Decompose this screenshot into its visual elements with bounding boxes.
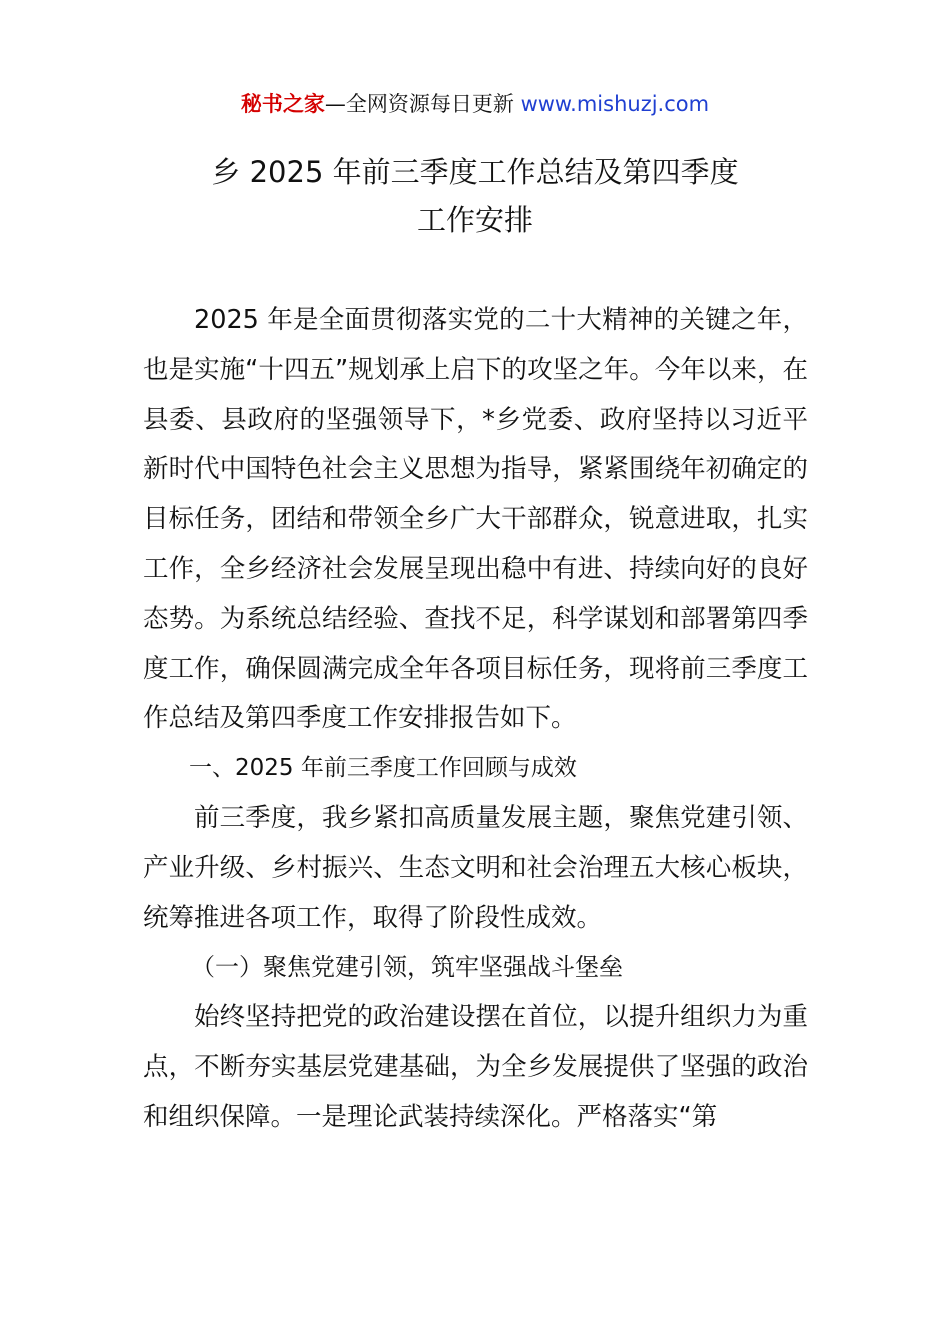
intro-paragraph: 2025 年是全面贯彻落实党的二十大精神的关键之年，也是实施“十四五”规划承上启下的攻坚之年。今年以来，在县委、县政府的坚强领导下，*乡党委、政府坚持以习近平新时代中国特色社会主义思想为指导，紧紧围绕年初确定的目标任务，团结和带领全乡广大干部群众，锐意进取，扎实工作，全乡经济社会发展呈现出稳中有进、持续向好的良好态势。为系统总结经验、查找不足，科学谋划和部署第四季度工作，确保圆满完成全年各项目标任务，现将前三季度工作总结及第四季度工作安排报告如下。	[143, 305, 808, 734]
site-url-link[interactable]: www.mishuzj.com	[520, 92, 710, 116]
site-header	[0, 88, 950, 120]
section-heading: 一、2025 年前三季度工作回顾与成效	[189, 755, 577, 782]
document-body	[143, 296, 808, 1143]
subsection-paragraph: 始终坚持把党的政治建设摆在首位，以提升组织力为重点，不断夯实基层党建基础，为全乡发展提供了坚强的政治和组织保障。一是理论武装持续深化。严格落实“第	[143, 1002, 808, 1132]
site-tagline: —全网资源每日更新	[324, 92, 521, 116]
section-paragraph: 前三季度，我乡紧扣高质量发展主题，聚焦党建引领、产业升级、乡村振兴、生态文明和社会治理五大核心板块，统筹推进各项工作，取得了阶段性成效。	[143, 802, 808, 933]
title-line-2: 工作安排	[416, 203, 533, 237]
site-brand: 秘书之家	[240, 92, 325, 116]
title-line-1: 乡 2025 年前三季度工作总结及第四季度	[211, 155, 739, 189]
document-title	[0, 148, 950, 244]
subsection-heading: （一）聚焦党建引领，筑牢坚强战斗堡垒	[191, 953, 623, 982]
